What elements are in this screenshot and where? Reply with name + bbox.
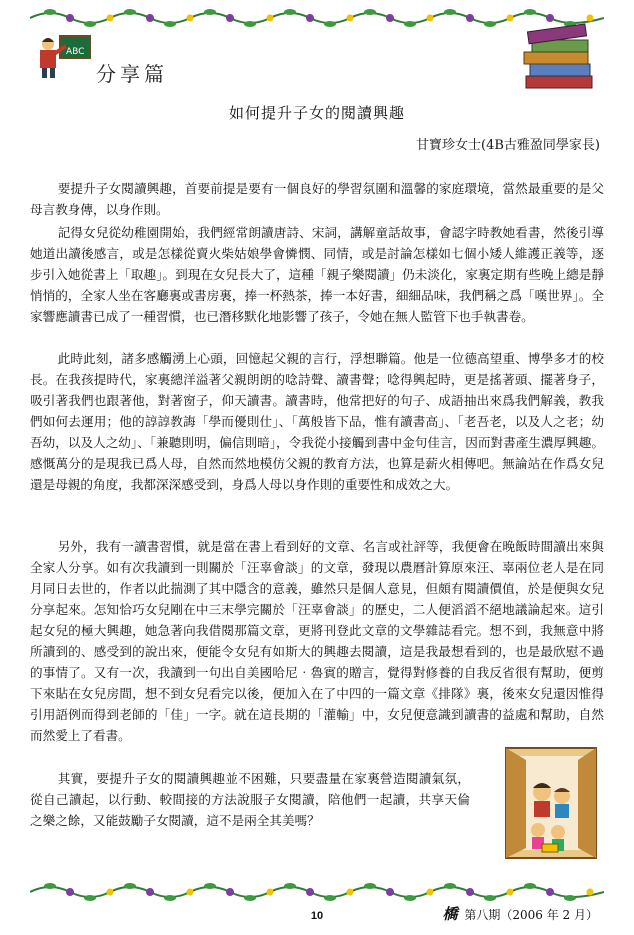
section-title: 分享篇 [96,62,168,86]
paragraph-4: 另外，我有一讀書習慣，就是當在書上看到好的文章、名言或社評等，我便會在晚飯時間讀出來與全家人分享。如有次我讀到一則關於「汪辜會談」的文章，發現以農曆計算原來汪、辜兩位老人是在同月同日去世的，作者以此揣測了其中隱含的意義，雖然只是個人意見，但頗有閱讀價值，於是便與女兒分享起來。怎知恰巧女兒剛在中三末學完關於「汪辜會談」的歷史，二人便滔滔不絕地議論起來。這引起女兒的極大興趣，她急著向我借閱那篇文章，更將刊登此文章的文學雜誌看完。想不到，我無意中將所讀到的、感受到的說出來，便能令女兒有如斯大的興趣去閱讀，這是我最想看到的，也是最欣慰不過的事情了。又有一次，我讀到一句出自美國哈尼‧魯賓的贈言，覺得對修養的自我反省很有幫助，便剪下來貼在女兒房間，想不到女兒看完以後，便加入在了中四的一篇文章《排隊》裏，後來女兒還因惟得引用語例而得到老師的「佳」一字。就在這長期的「灌輸」中，女兒便意識到讀書的益處和幫助，自然而然愛上了看書。 [30,539,604,743]
family-window-illustration [496,740,606,864]
teacher-with-board-icon [30,32,94,80]
page-number: 10 [310,910,324,922]
paragraph-3: 此時此刻，諸多感觸湧上心頭，回憶起父親的言行，浮想聯篇。他是一位德高望重、博學多才的校長。在我孩提時代，家裏總洋溢著父親朗朗的唸詩聲、讀書聲；唸得興起時，更是搖著頭、擺著身子，吸引著我們也跟著他，對著窗子，仰天讀書。讀書時，他常把好的句子、成語抽出來爲我們解義，教我們如何去運用；他的諄諄教誨「學而優則仕」、「萬般皆下品，惟有讀書高」、「老吾老，以及人之老；幼吾幼，以及人之幼」、「兼聽則明，偏信則暗」，令我從小接觸到書中金句佳言，因而對書產生濃厚興趣。感慨萬分的是現我已爲人母，自然而然地模仿父親的教育方法，也算是薪火相傳吧。無論站在作爲女兒還是母親的角度，我都深深感受到，身爲人母以身作則的重要性和成效之大。 [30,351,604,492]
bottom-vine-border [30,878,604,906]
article-author: 甘寶珍女士(4B古雅盈同學家長) [416,138,600,153]
paragraph-5: 其實，要提升子女的閱讀興趣並不困難，只要盡量在家裏營造閱讀氣氛，從自己讀起，以行動、較間接的方法說服子女閱讀，陪他們一起讀，共享天倫之樂之餘，又能鼓勵子女閱讀，這不是兩全其美嗎？ [30,771,470,828]
issue-label: 第八期（2006 年 2 月） [464,908,598,922]
paragraph-1: 要提升子女閱讀興趣，首要前提是要有一個良好的學習氛圍和溫馨的家庭環境，當然最重要的是父母言教身傳，以身作則。 [30,181,604,217]
svg-text:ABC: ABC [66,47,85,57]
issue-footer [443,903,598,924]
stacked-books-icon [516,22,600,94]
newsletter-logo: 橋 [442,905,458,923]
vine-border-icon [30,878,604,906]
paragraph-2: 記得女兒從幼稚園開始，我們經常朗讀唐詩、宋詞，講解童話故事，會認字時教她看書，然後引導她道出讀後感言，或是怎樣從賣火柴姑娘學會憐憫、同情，或是討論怎樣如七個小矮人維護正義等，逐步引入她從書上「取趣」。到現在女兒長大了，這種「親子樂閱讀」仍未淡化，家裏定期有些晚上總是靜悄悄的，全家人坐在客廳裏或書房裏，捧一杯熱茶，捧一本好書，細細品味，我們稱之爲「嘆世界」。全家響應讀書已成了一種習慣，也已潛移默化地影響了孩子，令她在無人監管下也手執書卷。 [30,225,604,324]
article-title: 如何提升子女的閱讀興趣 [228,104,405,122]
